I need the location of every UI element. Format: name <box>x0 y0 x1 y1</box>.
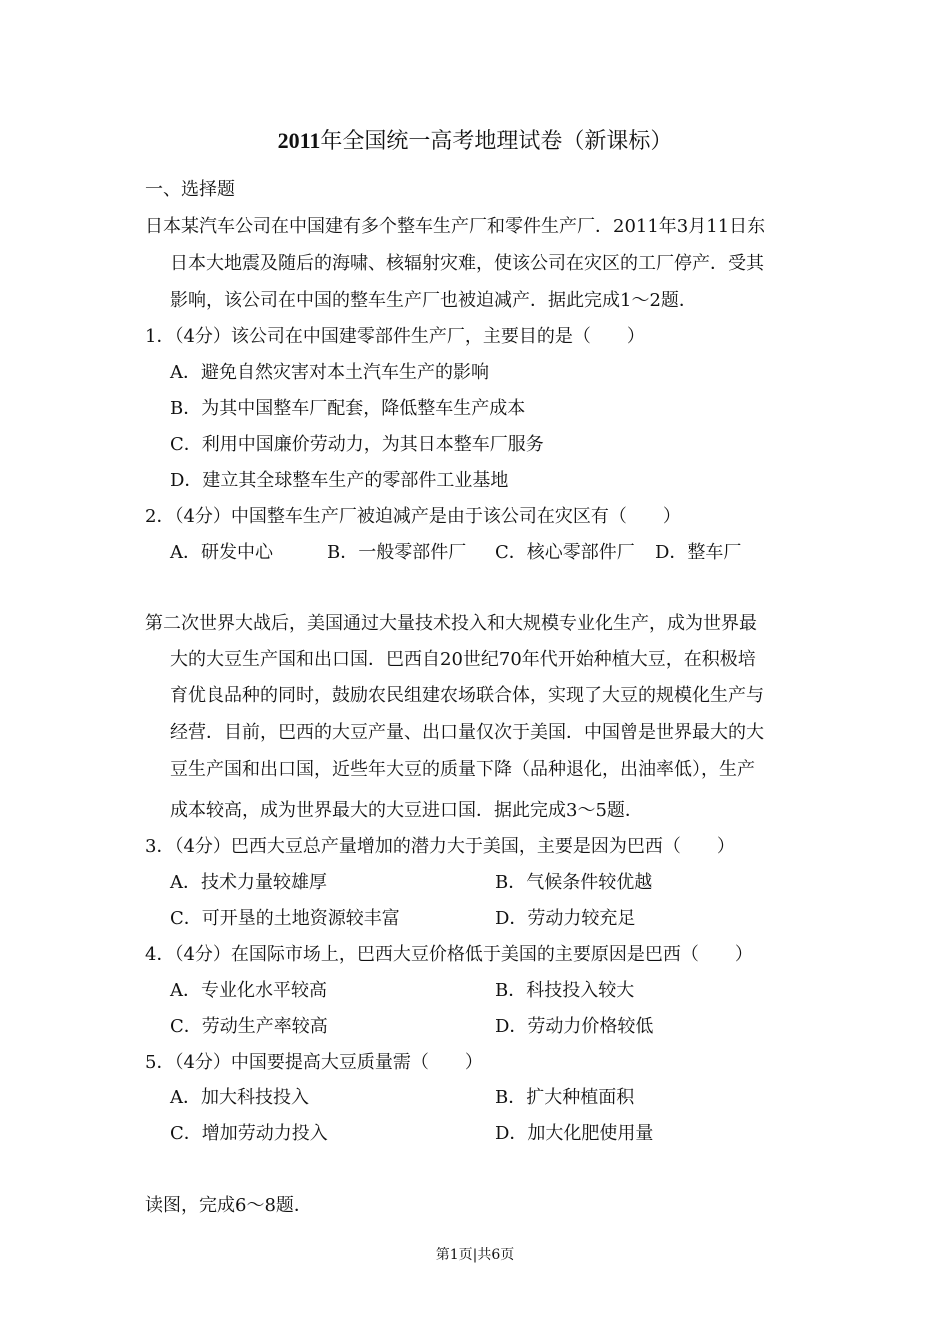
passage1-line: 影响，该公司在中国的整车生产厂也被迫减产．据此完成1～2题． <box>170 290 697 311</box>
q3-option-d: D．劳动力较充足 <box>495 908 636 929</box>
q1-option-a: A．避免自然灾害对本土汽车生产的影响 <box>170 362 489 383</box>
q1-option-b: B．为其中国整车厂配套，降低整车生产成本 <box>170 398 526 419</box>
passage2-line: 成本较高，成为世界最大的大豆进口国．据此完成3～5题． <box>170 800 643 821</box>
q5-option-d: D．加大化肥使用量 <box>495 1123 654 1144</box>
read-map-instruction: 读图，完成6～8题． <box>145 1195 312 1216</box>
q1-option-c: C．利用中国廉价劳动力，为其日本整车厂服务 <box>170 434 544 455</box>
question-3-stem: 3．（4分）巴西大豆总产量增加的潜力大于美国，主要是因为巴西（ ） <box>145 836 735 857</box>
q4-option-b: B．科技投入较大 <box>495 980 635 1001</box>
q5-option-c: C．增加劳动力投入 <box>170 1123 328 1144</box>
q3-option-a: A．技术力量较雄厚 <box>170 872 327 893</box>
passage2-line: 经营．目前，巴西的大豆产量、出口量仅次于美国．中国曾是世界最大的大 <box>170 722 764 743</box>
passage2-line: 第二次世界大战后，美国通过大量技术投入和大规模专业化生产，成为世界最 <box>145 613 757 634</box>
passage1-line: 日本大地震及随后的海啸、核辐射灾难，使该公司在灾区的工厂停产．受其 <box>170 253 764 274</box>
q5-option-a: A．加大科技投入 <box>170 1087 309 1108</box>
q3-option-b: B．气候条件较优越 <box>495 872 653 893</box>
passage2-line: 大的大豆生产国和出口国．巴西自20世纪70年代开始种植大豆，在积极培 <box>170 649 756 670</box>
q1-option-d: D．建立其全球整车生产的零部件工业基地 <box>170 470 509 491</box>
q2-option-d: D．整车厂 <box>655 542 742 563</box>
q3-option-c: C．可开垦的土地资源较丰富 <box>170 908 400 929</box>
page-footer: 第1页|共6页 <box>435 1247 515 1263</box>
section-heading: 一、选择题 <box>145 179 235 200</box>
page-title <box>0 127 950 156</box>
question-5-stem: 5．（4分）中国要提高大豆质量需（ ） <box>145 1052 483 1073</box>
q2-option-c: C．核心零部件厂 <box>495 542 635 563</box>
q2-option-a: A．研发中心 <box>170 542 273 563</box>
q2-option-b: B．一般零部件厂 <box>327 542 467 563</box>
q4-option-a: A．专业化水平较高 <box>170 980 327 1001</box>
question-1-stem: 1．（4分）该公司在中国建零部件生产厂，主要目的是（ ） <box>145 326 645 347</box>
q4-option-d: D．劳动力价格较低 <box>495 1016 654 1037</box>
q5-option-b: B．扩大种植面积 <box>495 1087 635 1108</box>
title-year: 2011 <box>277 128 321 153</box>
passage2-line: 育优良品种的同时，鼓励农民组建农场联合体，实现了大豆的规模化生产与 <box>170 685 764 706</box>
question-4-stem: 4．（4分）在国际市场上，巴西大豆价格低于美国的主要原因是巴西（ ） <box>145 944 753 965</box>
question-2-stem: 2．（4分）中国整车生产厂被迫减产是由于该公司在灾区有（ ） <box>145 506 681 527</box>
q4-option-c: C．劳动生产率较高 <box>170 1016 328 1037</box>
passage2-line: 豆生产国和出口国，近些年大豆的质量下降（品种退化，出油率低），生产 <box>170 759 755 780</box>
passage1-line: 日本某汽车公司在中国建有多个整车生产厂和零件生产厂．2011年3月11日东 <box>145 216 766 237</box>
title-text: 年全国统一高考地理试卷（新课标） <box>320 129 673 154</box>
